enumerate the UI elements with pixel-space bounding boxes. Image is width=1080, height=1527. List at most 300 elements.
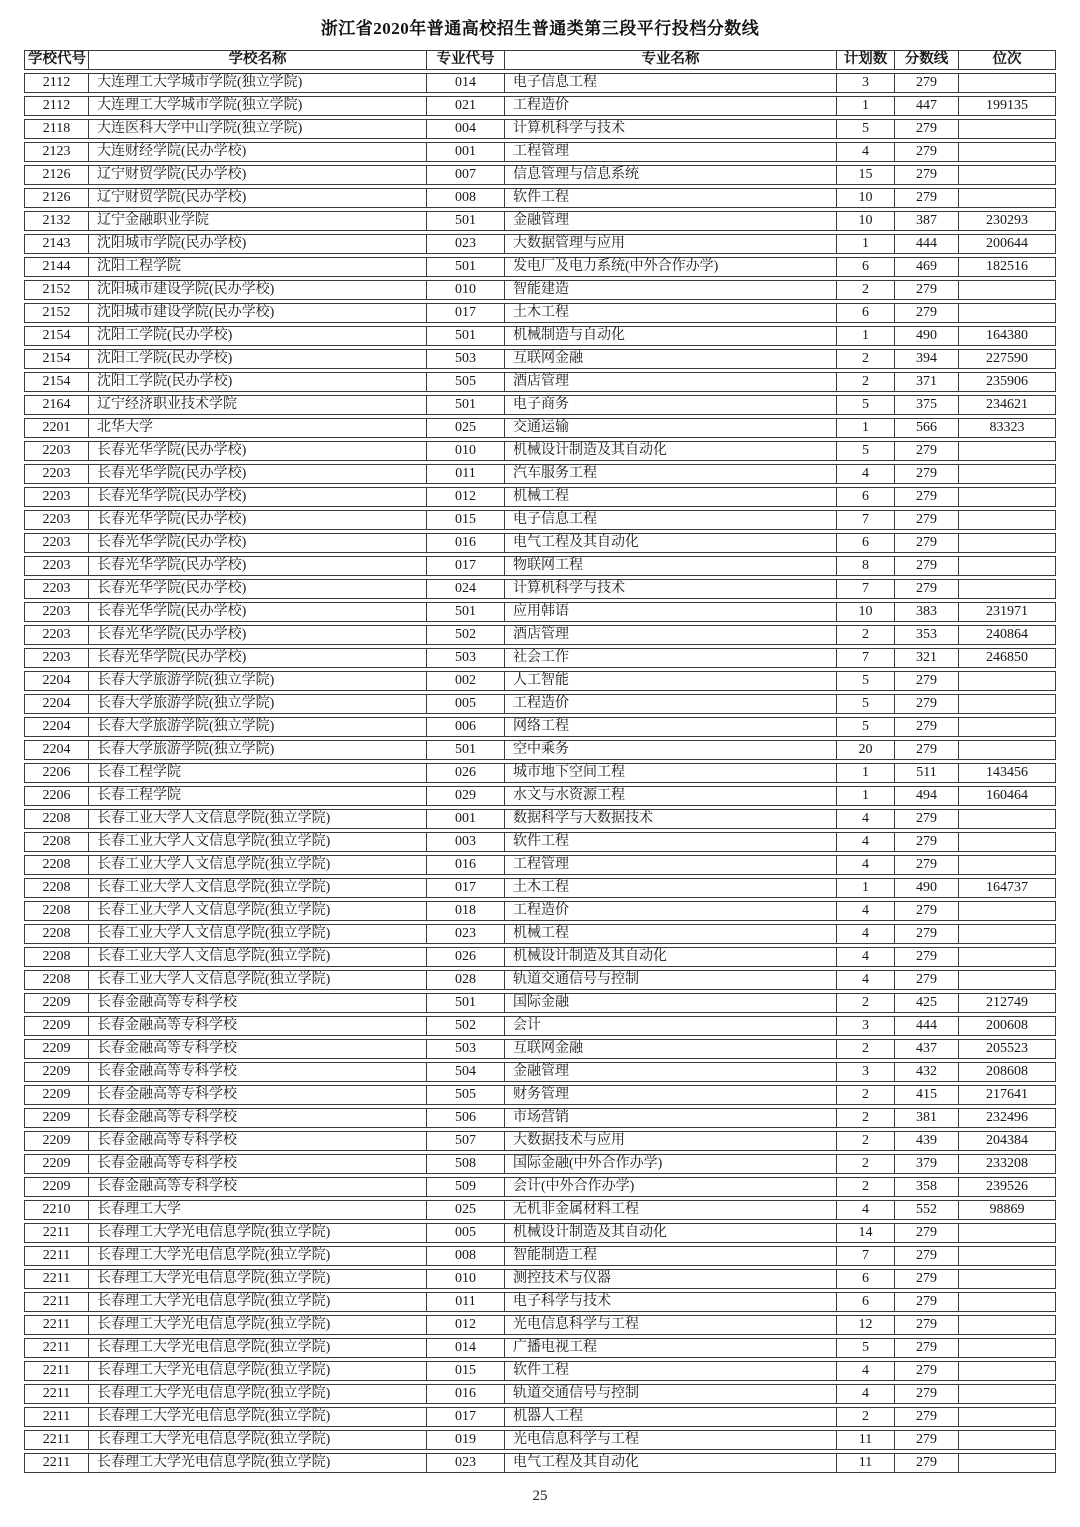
cell-rank <box>958 1361 1056 1381</box>
cell-major-name: 国际金融 <box>504 993 836 1013</box>
cell-major-name: 金融管理 <box>504 211 836 231</box>
cell-school-name: 长春金融高等专科学校 <box>88 1085 426 1105</box>
cell-plan-count: 4 <box>836 809 894 829</box>
cell-school-name: 沈阳工程学院 <box>88 257 426 277</box>
cell-school-name: 长春理工大学光电信息学院(独立学院) <box>88 1269 426 1289</box>
cell-major-code: 502 <box>426 625 504 645</box>
cell-school-name: 长春理工大学光电信息学院(独立学院) <box>88 1361 426 1381</box>
cell-major-code: 503 <box>426 349 504 369</box>
cell-score-line: 279 <box>894 280 958 300</box>
cell-school-code: 2209 <box>24 1039 88 1059</box>
cell-school-name: 长春光华学院(民办学校) <box>88 625 426 645</box>
cell-major-name: 计算机科学与技术 <box>504 119 836 139</box>
cell-rank: 83323 <box>958 418 1056 438</box>
cell-rank <box>958 901 1056 921</box>
cell-plan-count: 10 <box>836 211 894 231</box>
cell-school-code: 2206 <box>24 763 88 783</box>
cell-major-name: 光电信息科学与工程 <box>504 1430 836 1450</box>
cell-school-code: 2211 <box>24 1361 88 1381</box>
cell-school-name: 大连理工大学城市学院(独立学院) <box>88 96 426 116</box>
cell-major-name: 工程造价 <box>504 901 836 921</box>
cell-rank: 205523 <box>958 1039 1056 1059</box>
cell-major-name: 工程管理 <box>504 855 836 875</box>
cell-plan-count: 11 <box>836 1430 894 1450</box>
cell-major-code: 003 <box>426 832 504 852</box>
cell-major-name: 互联网金融 <box>504 1039 836 1059</box>
cell-major-code: 023 <box>426 924 504 944</box>
cell-major-code: 501 <box>426 602 504 622</box>
cell-rank <box>958 579 1056 599</box>
table-row <box>24 717 1056 737</box>
table-row <box>24 257 1056 277</box>
cell-major-code: 010 <box>426 280 504 300</box>
cell-major-name: 无机非金属材料工程 <box>504 1200 836 1220</box>
cell-score-line: 425 <box>894 993 958 1013</box>
cell-major-code: 017 <box>426 556 504 576</box>
cell-major-code: 012 <box>426 1315 504 1335</box>
cell-major-code: 004 <box>426 119 504 139</box>
table-body <box>24 73 1056 1473</box>
table-row <box>24 1131 1056 1151</box>
cell-score-line: 444 <box>894 234 958 254</box>
cell-plan-count: 6 <box>836 1292 894 1312</box>
cell-school-name: 沈阳工学院(民办学校) <box>88 372 426 392</box>
cell-major-code: 001 <box>426 809 504 829</box>
cell-school-name: 长春工业大学人文信息学院(独立学院) <box>88 924 426 944</box>
cell-school-code: 2123 <box>24 142 88 162</box>
cell-major-code: 005 <box>426 1223 504 1243</box>
cell-school-name: 长春工程学院 <box>88 786 426 806</box>
cell-school-code: 2201 <box>24 418 88 438</box>
cell-major-code: 019 <box>426 1430 504 1450</box>
cell-rank <box>958 1246 1056 1266</box>
cell-major-name: 国际金融(中外合作办学) <box>504 1154 836 1174</box>
cell-score-line: 279 <box>894 556 958 576</box>
table-row <box>24 924 1056 944</box>
table-row <box>24 602 1056 622</box>
cell-major-code: 010 <box>426 441 504 461</box>
cell-major-code: 501 <box>426 211 504 231</box>
cell-school-name: 长春工业大学人文信息学院(独立学院) <box>88 878 426 898</box>
cell-score-line: 279 <box>894 441 958 461</box>
cell-plan-count: 4 <box>836 855 894 875</box>
cell-school-code: 2143 <box>24 234 88 254</box>
table-row <box>24 1154 1056 1174</box>
cell-major-code: 501 <box>426 326 504 346</box>
cell-rank <box>958 740 1056 760</box>
cell-rank <box>958 1292 1056 1312</box>
cell-major-code: 501 <box>426 257 504 277</box>
cell-school-code: 2209 <box>24 1062 88 1082</box>
cell-major-code: 008 <box>426 188 504 208</box>
cell-plan-count: 4 <box>836 464 894 484</box>
cell-major-name: 机械设计制造及其自动化 <box>504 947 836 967</box>
cell-score-line: 439 <box>894 1131 958 1151</box>
cell-score-line: 279 <box>894 1223 958 1243</box>
cell-score-line: 279 <box>894 1338 958 1358</box>
cell-major-name: 汽车服务工程 <box>504 464 836 484</box>
cell-school-code: 2203 <box>24 533 88 553</box>
header-school-code: 学校代号 <box>24 50 88 70</box>
cell-major-code: 507 <box>426 1131 504 1151</box>
header-row <box>24 50 1056 70</box>
cell-school-code: 2211 <box>24 1407 88 1427</box>
cell-major-name: 电气工程及其自动化 <box>504 533 836 553</box>
cell-score-line: 552 <box>894 1200 958 1220</box>
cell-major-name: 电子商务 <box>504 395 836 415</box>
cell-major-code: 008 <box>426 1246 504 1266</box>
cell-plan-count: 4 <box>836 901 894 921</box>
cell-major-name: 酒店管理 <box>504 372 836 392</box>
cell-rank <box>958 717 1056 737</box>
cell-plan-count: 15 <box>836 165 894 185</box>
cell-major-name: 工程造价 <box>504 96 836 116</box>
cell-school-code: 2203 <box>24 579 88 599</box>
cell-school-name: 长春理工大学光电信息学院(独立学院) <box>88 1453 426 1473</box>
cell-score-line: 279 <box>894 533 958 553</box>
table-row <box>24 1384 1056 1404</box>
cell-major-name: 金融管理 <box>504 1062 836 1082</box>
cell-school-name: 长春光华学院(民办学校) <box>88 602 426 622</box>
cell-rank <box>958 188 1056 208</box>
cell-major-code: 029 <box>426 786 504 806</box>
cell-major-name: 物联网工程 <box>504 556 836 576</box>
cell-major-name: 电气工程及其自动化 <box>504 1453 836 1473</box>
cell-school-name: 长春光华学院(民办学校) <box>88 487 426 507</box>
cell-plan-count: 2 <box>836 1154 894 1174</box>
cell-major-code: 504 <box>426 1062 504 1082</box>
cell-major-name: 轨道交通信号与控制 <box>504 970 836 990</box>
table-row <box>24 395 1056 415</box>
cell-plan-count: 2 <box>836 1407 894 1427</box>
cell-plan-count: 5 <box>836 395 894 415</box>
cell-major-name: 信息管理与信息系统 <box>504 165 836 185</box>
cell-rank <box>958 1338 1056 1358</box>
cell-score-line: 279 <box>894 1269 958 1289</box>
cell-rank <box>958 510 1056 530</box>
cell-school-name: 沈阳城市建设学院(民办学校) <box>88 303 426 323</box>
cell-rank <box>958 694 1056 714</box>
cell-major-name: 智能建造 <box>504 280 836 300</box>
table-row <box>24 878 1056 898</box>
cell-rank: 143456 <box>958 763 1056 783</box>
cell-plan-count: 20 <box>836 740 894 760</box>
cell-major-name: 会计 <box>504 1016 836 1036</box>
cell-school-code: 2164 <box>24 395 88 415</box>
table-row <box>24 809 1056 829</box>
cell-school-code: 2209 <box>24 993 88 1013</box>
cell-score-line: 279 <box>894 832 958 852</box>
cell-school-name: 长春工业大学人文信息学院(独立学院) <box>88 947 426 967</box>
cell-score-line: 321 <box>894 648 958 668</box>
cell-major-code: 509 <box>426 1177 504 1197</box>
table-row <box>24 280 1056 300</box>
table-row <box>24 832 1056 852</box>
cell-score-line: 387 <box>894 211 958 231</box>
cell-rank: 200644 <box>958 234 1056 254</box>
cell-major-code: 502 <box>426 1016 504 1036</box>
cell-major-name: 广播电视工程 <box>504 1338 836 1358</box>
cell-school-code: 2208 <box>24 924 88 944</box>
cell-major-code: 017 <box>426 303 504 323</box>
cell-school-code: 2144 <box>24 257 88 277</box>
cell-plan-count: 6 <box>836 533 894 553</box>
table-row <box>24 579 1056 599</box>
cell-plan-count: 2 <box>836 1085 894 1105</box>
cell-plan-count: 10 <box>836 188 894 208</box>
cell-major-code: 012 <box>426 487 504 507</box>
cell-major-name: 机械设计制造及其自动化 <box>504 441 836 461</box>
cell-school-code: 2154 <box>24 326 88 346</box>
cell-rank: 233208 <box>958 1154 1056 1174</box>
table-row <box>24 1085 1056 1105</box>
cell-school-name: 辽宁金融职业学院 <box>88 211 426 231</box>
page-title: 浙江省2020年普通高校招生普通类第三段平行投档分数线 <box>320 19 760 38</box>
cell-major-code: 025 <box>426 1200 504 1220</box>
cell-score-line: 279 <box>894 73 958 93</box>
cell-major-code: 501 <box>426 740 504 760</box>
cell-score-line: 279 <box>894 1315 958 1335</box>
cell-plan-count: 2 <box>836 1177 894 1197</box>
header-major-name: 专业名称 <box>504 50 836 70</box>
cell-score-line: 394 <box>894 349 958 369</box>
cell-school-code: 2126 <box>24 165 88 185</box>
cell-rank: 234621 <box>958 395 1056 415</box>
cell-school-name: 长春光华学院(民办学校) <box>88 533 426 553</box>
table-row <box>24 464 1056 484</box>
cell-major-code: 014 <box>426 1338 504 1358</box>
cell-rank: 217641 <box>958 1085 1056 1105</box>
cell-school-name: 长春光华学院(民办学校) <box>88 556 426 576</box>
cell-score-line: 437 <box>894 1039 958 1059</box>
table-row <box>24 1039 1056 1059</box>
cell-plan-count: 5 <box>836 717 894 737</box>
cell-school-name: 长春金融高等专科学校 <box>88 993 426 1013</box>
cell-score-line: 447 <box>894 96 958 116</box>
cell-score-line: 279 <box>894 142 958 162</box>
cell-major-name: 人工智能 <box>504 671 836 691</box>
cell-score-line: 358 <box>894 1177 958 1197</box>
table-row <box>24 533 1056 553</box>
cell-plan-count: 2 <box>836 372 894 392</box>
cell-score-line: 279 <box>894 1246 958 1266</box>
cell-school-name: 辽宁财贸学院(民办学校) <box>88 188 426 208</box>
table-row <box>24 441 1056 461</box>
cell-school-code: 2152 <box>24 303 88 323</box>
table-row <box>24 326 1056 346</box>
cell-school-name: 长春大学旅游学院(独立学院) <box>88 740 426 760</box>
cell-major-code: 024 <box>426 579 504 599</box>
cell-school-code: 2203 <box>24 625 88 645</box>
cell-score-line: 444 <box>894 1016 958 1036</box>
cell-plan-count: 2 <box>836 1108 894 1128</box>
cell-major-code: 501 <box>426 993 504 1013</box>
table-row <box>24 901 1056 921</box>
cell-school-code: 2208 <box>24 855 88 875</box>
cell-major-name: 机械制造与自动化 <box>504 326 836 346</box>
cell-school-code: 2203 <box>24 441 88 461</box>
cell-rank <box>958 970 1056 990</box>
cell-rank: 164380 <box>958 326 1056 346</box>
cell-major-name: 工程管理 <box>504 142 836 162</box>
cell-school-code: 2112 <box>24 96 88 116</box>
cell-score-line: 279 <box>894 119 958 139</box>
cell-score-line: 511 <box>894 763 958 783</box>
cell-score-line: 279 <box>894 901 958 921</box>
cell-score-line: 375 <box>894 395 958 415</box>
header-major-code: 专业代号 <box>426 50 504 70</box>
cell-rank: 199135 <box>958 96 1056 116</box>
cell-plan-count: 1 <box>836 763 894 783</box>
cell-rank: 235906 <box>958 372 1056 392</box>
cell-score-line: 279 <box>894 671 958 691</box>
cell-school-name: 大连财经学院(民办学校) <box>88 142 426 162</box>
cell-school-name: 长春光华学院(民办学校) <box>88 441 426 461</box>
cell-school-name: 长春理工大学光电信息学院(独立学院) <box>88 1223 426 1243</box>
cell-score-line: 279 <box>894 1384 958 1404</box>
cell-major-name: 软件工程 <box>504 1361 836 1381</box>
cell-plan-count: 2 <box>836 1039 894 1059</box>
cell-score-line: 279 <box>894 855 958 875</box>
cell-plan-count: 4 <box>836 924 894 944</box>
cell-rank: 231971 <box>958 602 1056 622</box>
table-row <box>24 786 1056 806</box>
table-row <box>24 671 1056 691</box>
header-rank: 位次 <box>958 50 1056 70</box>
cell-rank <box>958 832 1056 852</box>
cell-school-code: 2204 <box>24 694 88 714</box>
cell-rank: 164737 <box>958 878 1056 898</box>
table-row <box>24 763 1056 783</box>
cell-school-code: 2209 <box>24 1131 88 1151</box>
cell-plan-count: 11 <box>836 1453 894 1473</box>
cell-major-name: 水文与水资源工程 <box>504 786 836 806</box>
cell-major-code: 015 <box>426 510 504 530</box>
cell-school-name: 长春光华学院(民办学校) <box>88 579 426 599</box>
cell-school-code: 2211 <box>24 1430 88 1450</box>
cell-major-code: 005 <box>426 694 504 714</box>
cell-major-code: 508 <box>426 1154 504 1174</box>
cell-score-line: 279 <box>894 717 958 737</box>
cell-school-code: 2209 <box>24 1085 88 1105</box>
cell-school-name: 长春金融高等专科学校 <box>88 1131 426 1151</box>
cell-major-name: 数据科学与大数据技术 <box>504 809 836 829</box>
table-row <box>24 188 1056 208</box>
cell-score-line: 490 <box>894 326 958 346</box>
table-row <box>24 855 1056 875</box>
cell-plan-count: 2 <box>836 280 894 300</box>
cell-rank <box>958 1430 1056 1450</box>
cell-rank <box>958 855 1056 875</box>
cell-school-code: 2118 <box>24 119 88 139</box>
cell-school-code: 2203 <box>24 487 88 507</box>
cell-plan-count: 7 <box>836 1246 894 1266</box>
cell-school-code: 2209 <box>24 1177 88 1197</box>
table-row <box>24 625 1056 645</box>
cell-major-name: 会计(中外合作办学) <box>504 1177 836 1197</box>
cell-school-code: 2203 <box>24 648 88 668</box>
cell-school-code: 2209 <box>24 1154 88 1174</box>
cell-major-name: 电子科学与技术 <box>504 1292 836 1312</box>
cell-school-code: 2211 <box>24 1315 88 1335</box>
cell-rank <box>958 1315 1056 1335</box>
cell-major-name: 空中乘务 <box>504 740 836 760</box>
cell-plan-count: 4 <box>836 1384 894 1404</box>
cell-score-line: 469 <box>894 257 958 277</box>
cell-school-name: 沈阳城市建设学院(民办学校) <box>88 280 426 300</box>
table-row <box>24 1108 1056 1128</box>
cell-school-name: 长春理工大学光电信息学院(独立学院) <box>88 1384 426 1404</box>
cell-score-line: 381 <box>894 1108 958 1128</box>
cell-major-name: 电子信息工程 <box>504 510 836 530</box>
table-row <box>24 1430 1056 1450</box>
cell-major-name: 电子信息工程 <box>504 73 836 93</box>
cell-rank <box>958 671 1056 691</box>
cell-rank <box>958 487 1056 507</box>
cell-rank: 208608 <box>958 1062 1056 1082</box>
cell-plan-count: 10 <box>836 602 894 622</box>
cell-school-code: 2209 <box>24 1016 88 1036</box>
cell-school-code: 2208 <box>24 901 88 921</box>
cell-school-name: 辽宁经济职业技术学院 <box>88 395 426 415</box>
cell-school-code: 2204 <box>24 671 88 691</box>
table-row <box>24 1246 1056 1266</box>
cell-school-name: 长春理工大学光电信息学院(独立学院) <box>88 1407 426 1427</box>
cell-major-name: 机械设计制造及其自动化 <box>504 1223 836 1243</box>
cell-plan-count: 2 <box>836 993 894 1013</box>
cell-score-line: 279 <box>894 1407 958 1427</box>
cell-score-line: 415 <box>894 1085 958 1105</box>
cell-score-line: 279 <box>894 740 958 760</box>
cell-plan-count: 6 <box>836 487 894 507</box>
cell-score-line: 353 <box>894 625 958 645</box>
table-row <box>24 211 1056 231</box>
cell-plan-count: 2 <box>836 1131 894 1151</box>
cell-plan-count: 6 <box>836 257 894 277</box>
cell-school-name: 长春光华学院(民办学校) <box>88 648 426 668</box>
cell-school-name: 长春金融高等专科学校 <box>88 1108 426 1128</box>
table-row <box>24 1361 1056 1381</box>
cell-rank <box>958 809 1056 829</box>
cell-school-name: 长春大学旅游学院(独立学院) <box>88 717 426 737</box>
cell-rank <box>958 1453 1056 1473</box>
cell-score-line: 379 <box>894 1154 958 1174</box>
cell-school-code: 2126 <box>24 188 88 208</box>
table-row <box>24 510 1056 530</box>
cell-score-line: 279 <box>894 303 958 323</box>
cell-major-code: 505 <box>426 372 504 392</box>
cell-school-code: 2203 <box>24 464 88 484</box>
table-row <box>24 142 1056 162</box>
cell-score-line: 279 <box>894 1453 958 1473</box>
cell-plan-count: 5 <box>836 119 894 139</box>
cell-rank: 227590 <box>958 349 1056 369</box>
cell-score-line: 432 <box>894 1062 958 1082</box>
table-row <box>24 694 1056 714</box>
table-row <box>24 1200 1056 1220</box>
cell-rank <box>958 1384 1056 1404</box>
cell-major-code: 503 <box>426 648 504 668</box>
cell-school-code: 2211 <box>24 1246 88 1266</box>
cell-score-line: 371 <box>894 372 958 392</box>
cell-school-code: 2208 <box>24 970 88 990</box>
cell-rank <box>958 533 1056 553</box>
table-row <box>24 1315 1056 1335</box>
cell-plan-count: 3 <box>836 73 894 93</box>
cell-major-name: 网络工程 <box>504 717 836 737</box>
table-row <box>24 119 1056 139</box>
cell-major-code: 010 <box>426 1269 504 1289</box>
